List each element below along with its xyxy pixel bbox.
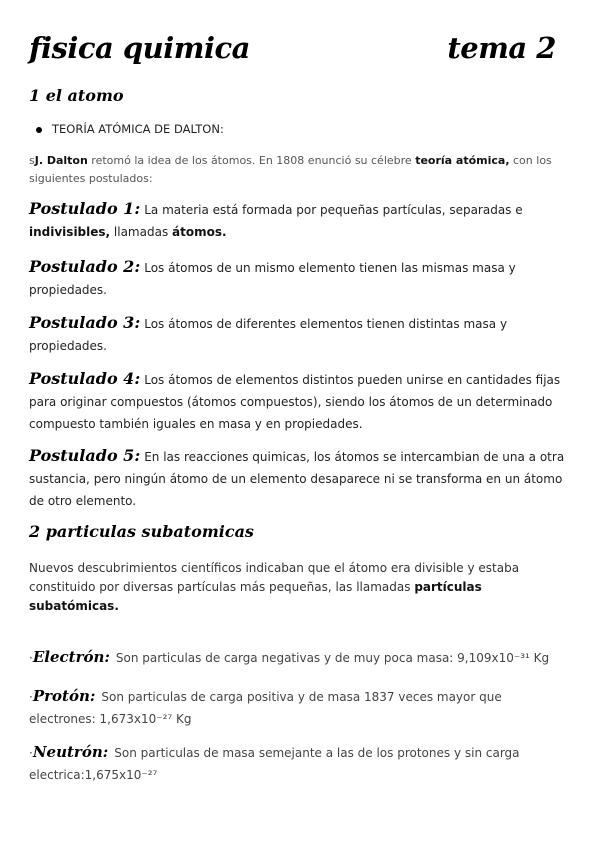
page-title: fisica quimica	[29, 31, 250, 65]
postulado-5	[29, 445, 569, 512]
bullet-text: TEORÍA ATÓMICA DE DALTON:	[52, 122, 224, 136]
particle-label: Electrón:	[32, 648, 110, 666]
particulas-intro	[29, 559, 569, 616]
postulado-1	[29, 198, 569, 243]
postulado-label: Postulado 1:	[29, 199, 141, 218]
intro-name: J. Dalton	[34, 154, 88, 167]
topic-label: tema 2	[447, 31, 556, 65]
intro-prefix: s	[29, 154, 35, 167]
intro-text: Nuevos descubrimientos científicos indicaban que el átomo era divisible y estaba constituido por diversas partículas más pequeñas, las llamadas	[29, 561, 520, 594]
postulado-label: Postulado 4:	[29, 369, 141, 388]
postulado-label: Postulado 2:	[29, 257, 141, 276]
postulado-text: En las reacciones quimicas, los átomos se intercambian de una a otra sustancia, pero ningún átomo de un elemento desaparece ni se transforma en un átomo de otro elemento.	[29, 450, 565, 508]
bullet-item	[36, 122, 224, 136]
postulado-label: Postulado 5:	[29, 446, 141, 465]
postulado-bold: átomos.	[172, 225, 227, 239]
postulado-label: Postulado 3:	[29, 313, 141, 332]
particle-prefix: ·	[29, 690, 33, 704]
particle-proton	[29, 685, 569, 730]
intro-bold: partículas subatómicas.	[29, 580, 482, 613]
particle-neutron	[29, 741, 569, 786]
section-heading-particulas: 2 particulas subatomicas	[29, 522, 254, 541]
particle-label: Protón:	[32, 687, 96, 705]
dalton-intro	[29, 152, 569, 188]
postulado-bold: indivisibles,	[29, 225, 111, 239]
intro-bold: teoría atómica,	[415, 154, 510, 167]
intro-text2: con los siguientes postulados:	[29, 154, 552, 185]
postulado-2	[29, 256, 569, 301]
postulado-text: La materia está formada por pequeñas partículas, separadas e	[144, 203, 523, 217]
postulado-text: Los átomos de un mismo elemento tienen las mismas masa y propiedades.	[29, 261, 516, 297]
postulado-3	[29, 312, 569, 357]
postulado-text: llamadas	[110, 225, 173, 239]
intro-text1: retomó la idea de los átomos. En 1808 enunció su célebre	[87, 154, 416, 167]
section-heading-atomo: 1 el atomo	[29, 86, 124, 105]
particle-label: Neutrón:	[32, 743, 109, 761]
particle-text: Son particulas de carga negativas y de muy poca masa: 9,109x10⁻³¹ Kg	[115, 651, 550, 665]
title-row	[29, 28, 556, 68]
postulado-4	[29, 368, 569, 435]
particle-text: Son particulas de carga positiva y de masa 1837 veces mayor que electrones: 1,673x10⁻²⁷ Kg	[29, 690, 502, 726]
particle-prefix: ·	[29, 746, 33, 760]
postulado-text: Los átomos de elementos distintos pueden unirse en cantidades fijas para originar compuestos (átomos compuestos), siendo los átomos de un determinado compuesto también iguales en masa y en propiedades.	[29, 373, 561, 431]
particle-text: Son particulas de masa semejante a las de los protones y sin carga electrica:1,675x10⁻²⁷	[29, 746, 520, 782]
postulado-text: Los átomos de diferentes elementos tienen distintas masa y propiedades.	[29, 317, 508, 353]
particle-electron	[29, 646, 569, 669]
particle-prefix: ·	[29, 651, 33, 665]
bullet-dot-icon	[36, 127, 42, 133]
